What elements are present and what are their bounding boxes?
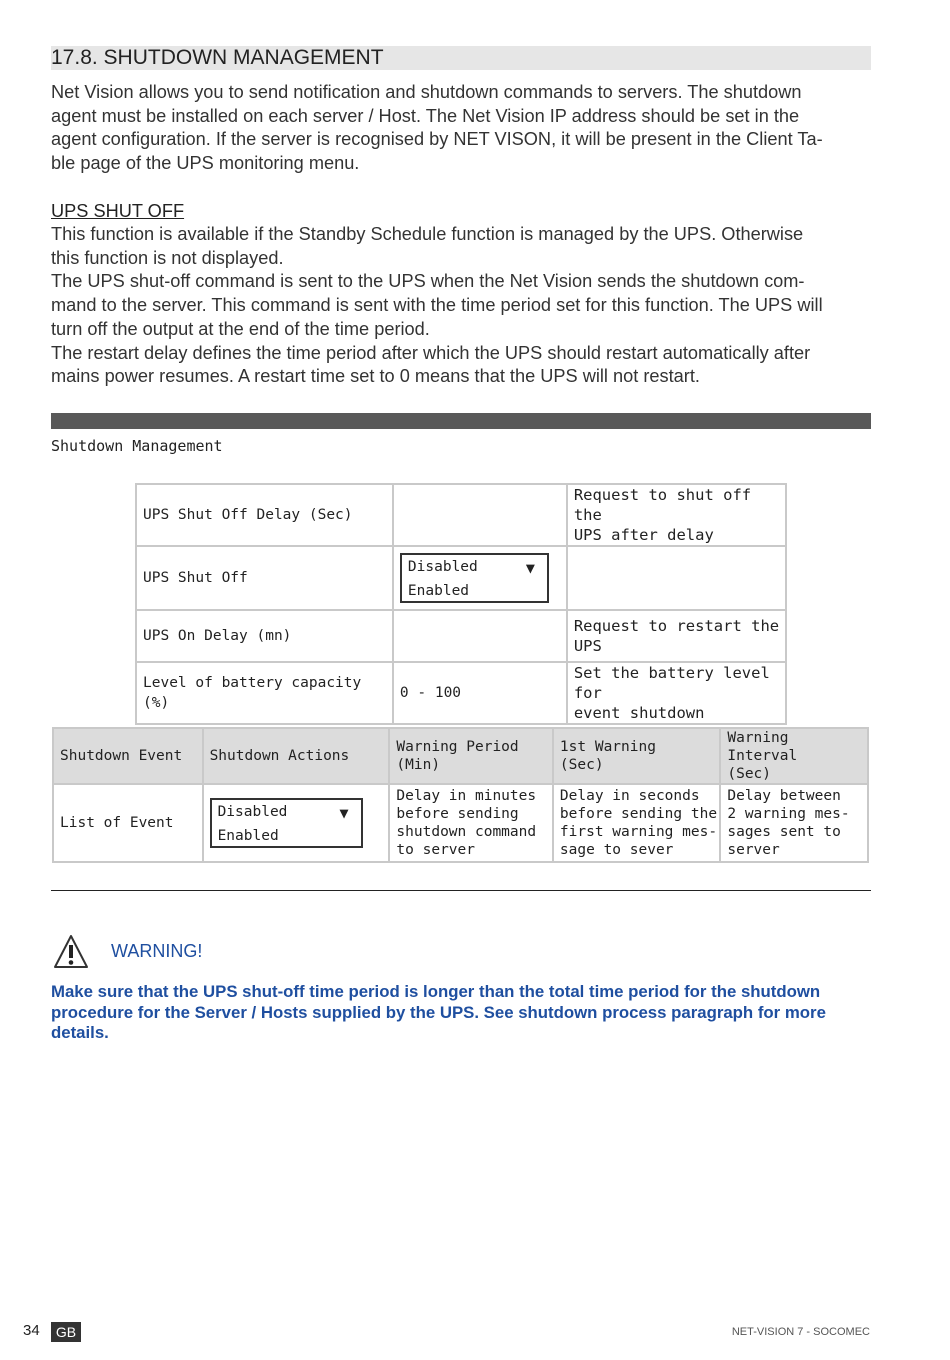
body-line: this function is not displayed. (51, 247, 284, 268)
action-cell (203, 784, 390, 862)
ups-shut-off-heading: UPS SHUT OFF (51, 201, 185, 221)
cell-line: Delay in seconds (559, 788, 700, 804)
setting-value-input[interactable] (393, 484, 567, 546)
cell-line: sage to sever (559, 842, 674, 858)
language-badge: GB (51, 1322, 81, 1342)
setting-description (567, 610, 786, 662)
footer-brand: NET-VISION 7 - SOCOMEC (731, 1326, 870, 1338)
select-option-disabled[interactable]: Disabled (217, 804, 288, 820)
cell-line: Delay between (727, 788, 841, 804)
header-line: (Min) (396, 757, 441, 773)
setting-value-cell (393, 546, 567, 610)
intro-line: agent configuration. If the server is recognised by NET VISON, it will be present in the Client Ta- (51, 129, 823, 150)
intro-paragraph (51, 81, 873, 176)
panel-header-bar (51, 413, 871, 429)
body-line: This function is available if the Standby Schedule function is managed by the UPS. Otherwise (51, 224, 804, 244)
setting-description (567, 484, 786, 546)
header-shutdown-actions: Shutdown Actions (203, 728, 390, 784)
description-line: UPS (573, 637, 602, 655)
warning-title: WARNING! (111, 941, 203, 961)
settings-row (136, 610, 786, 662)
header-shutdown-event: Shutdown Event (53, 728, 203, 784)
setting-label: UPS Shut Off Delay (Sec) (136, 484, 393, 546)
setting-label: UPS Shut Off (136, 546, 393, 610)
settings-row (136, 484, 786, 546)
shutdown-action-select[interactable] (210, 798, 363, 848)
event-table (52, 727, 869, 863)
header-warning-interval (720, 728, 868, 784)
cell-line: to server (396, 842, 475, 858)
warning-text (51, 982, 881, 1044)
setting-label: Level of battery capacity (%) (136, 662, 393, 724)
ups-shut-off-select[interactable] (400, 553, 549, 603)
intro-line: ble page of the UPS monitoring menu. (51, 153, 360, 174)
header-line: Warning Period (396, 739, 519, 755)
first-warning-description (553, 784, 720, 862)
cell-line: first warning mes- (559, 824, 718, 840)
event-table-header-row (53, 728, 868, 784)
section-title: 17.8. SHUTDOWN MANAGEMENT (51, 46, 871, 70)
setting-value-input[interactable] (393, 610, 567, 662)
cell-line: shutdown command (396, 824, 537, 840)
body-line: mains power resumes. A restart time set to 0 means that the UPS will not restart. (51, 366, 700, 387)
body-line: The restart delay defines the time period after which the UPS should restart automatically after (51, 342, 811, 363)
warning-line: Make sure that the UPS shut-off time period is longer than the total time period for the shutdown (51, 982, 821, 1001)
setting-value-input[interactable]: 0 - 100 (393, 662, 567, 724)
warning-line: procedure for the Server / Hosts supplied by the UPS. See shutdown process paragraph for more details. (51, 1002, 826, 1042)
select-option-enabled[interactable]: Enabled (217, 828, 279, 844)
warning-triangle-icon (53, 934, 89, 970)
intro-line: agent must be installed on each server / Host. The Net Vision IP address should be set in the (51, 105, 800, 126)
description-line: event shutdown (573, 704, 705, 722)
select-option-disabled[interactable]: Disabled (407, 559, 478, 575)
dropdown-arrow-icon[interactable]: ▼ (339, 804, 349, 822)
setting-description (567, 546, 786, 610)
body-line: mand to the server. This command is sent with the time period set for this function. The UPS will (51, 295, 823, 316)
header-warning-period (389, 728, 553, 784)
event-table-row (53, 784, 868, 862)
intro-line: Net Vision allows you to send notification and shutdown commands to servers. The shutdown (51, 82, 802, 102)
cell-line: sages sent to (727, 824, 841, 840)
header-line: (Sec) (727, 766, 772, 782)
header-line: (Sec) (559, 757, 604, 773)
panel-title: Shutdown Management (51, 437, 223, 455)
description-line: UPS after delay (573, 526, 714, 544)
event-name: List of Event (53, 784, 203, 862)
page-number: 34 (23, 1322, 40, 1339)
settings-row (136, 546, 786, 610)
header-first-warning (553, 728, 720, 784)
body-line: The UPS shut-off command is sent to the UPS when the Net Vision sends the shutdown com- (51, 271, 805, 292)
warning-period-description (389, 784, 553, 862)
cell-line: server (727, 842, 780, 858)
settings-row (136, 662, 786, 724)
settings-table (135, 483, 787, 725)
cell-line: Delay in minutes (396, 788, 537, 804)
description-line: Request to shut off the (573, 486, 752, 524)
description-line: Set the battery level for (573, 664, 770, 702)
cell-line: before sending the (559, 806, 718, 822)
dropdown-arrow-icon[interactable]: ▼ (525, 559, 535, 577)
select-option-enabled[interactable]: Enabled (407, 583, 470, 599)
header-line: Warning Interval (727, 730, 798, 764)
body-line: turn off the output at the end of the time period. (51, 318, 430, 339)
section-divider (51, 890, 871, 891)
setting-description (567, 662, 786, 724)
ups-shut-off-paragraph (51, 223, 873, 389)
description-line: Request to restart the (573, 617, 780, 635)
header-line: 1st Warning (559, 739, 656, 755)
cell-line: before sending (396, 806, 519, 822)
cell-line: 2 warning mes- (727, 806, 850, 822)
setting-label: UPS On Delay (mn) (136, 610, 393, 662)
warning-interval-description (720, 784, 868, 862)
